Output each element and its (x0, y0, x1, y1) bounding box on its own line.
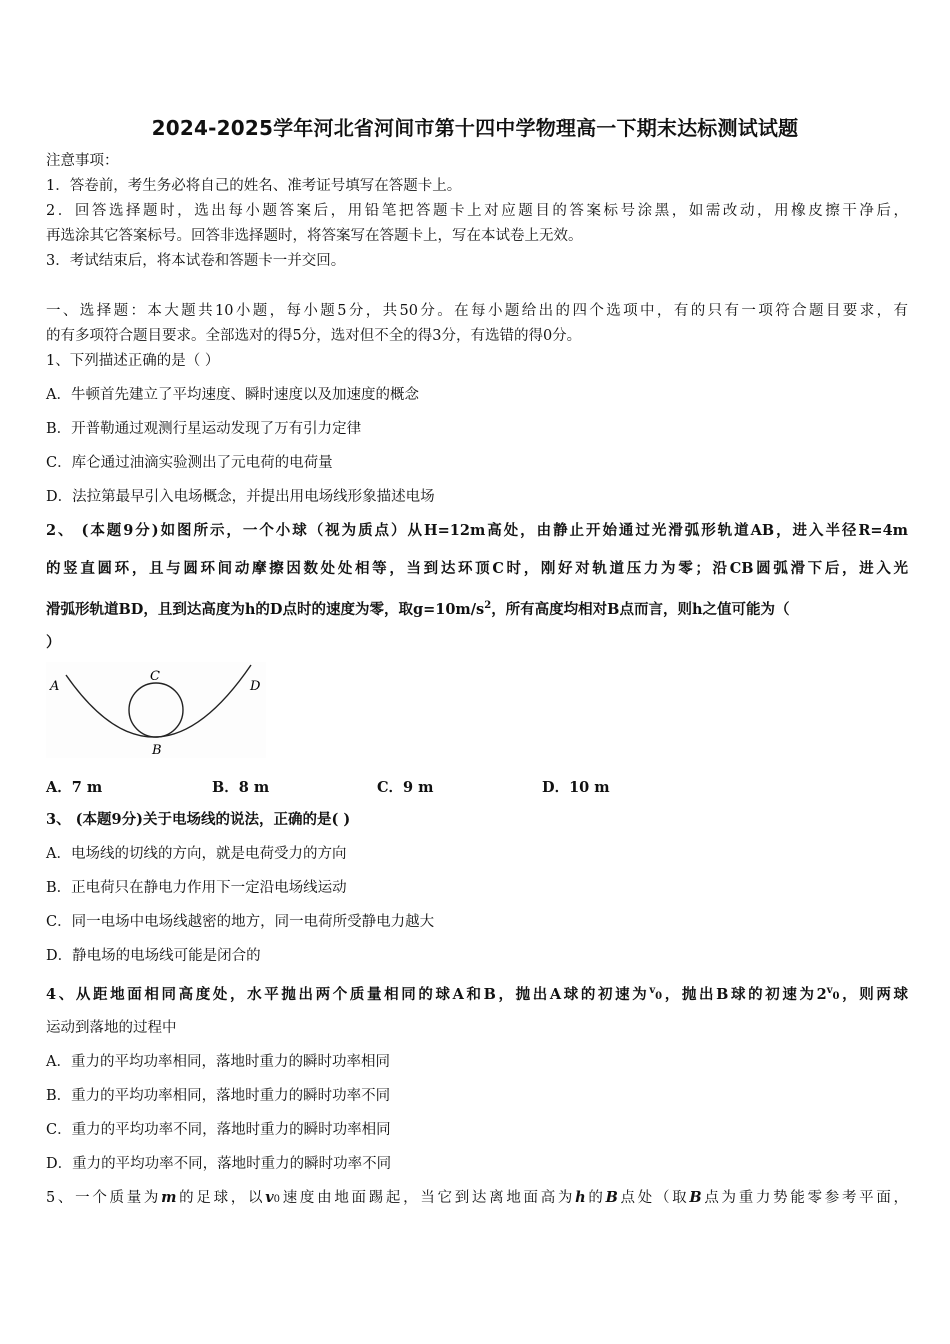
q5-part-2: 的足球，以 (176, 1190, 266, 1206)
q2-option-c: C．9 m (377, 779, 434, 796)
q4-v0-sub-b: 0 (832, 990, 840, 1002)
q3-option-a: A．电场线的切线的方向，就是电荷受力的方向 (46, 846, 347, 862)
q5-part-6: 点为重力势能零参考平面， (701, 1190, 909, 1206)
q2-option-d: D．10 m (542, 779, 610, 796)
label-b: B (152, 743, 162, 758)
notice-heading: 注意事项： (46, 153, 119, 169)
label-d: D (250, 679, 261, 694)
q1-option-d: D．法拉第最早引入电场概念，并提出用电场线形象描述电场 (46, 489, 435, 505)
q3-option-b: B．正电荷只在静电力作用下一定沿电场线运动 (46, 880, 347, 896)
q4-stem-part-3: ，则两球 (839, 985, 908, 1003)
q4-stem-part-1: 4、从距地面相同高度处，水平抛出两个质量相同的球A和B，抛出A球的初速为 (46, 985, 650, 1003)
section-intro-line-1: 一、选择题：本大题共10小题，每小题5分，共50分。在每小题给出的四个选项中，有的只有一项符合题目要求，有 (46, 303, 908, 319)
q2-stem-line-3 (46, 596, 908, 620)
q2-stem-line-1: 2、 (本题9分)如图所示，一个小球（视为质点）从H=12m高处，由静止开始通过光滑弧形轨道AB，进入半径R=4m (46, 522, 908, 539)
q4-v0-sub-a: 0 (655, 990, 663, 1002)
q5-part-1: 5、一个质量为 (46, 1190, 162, 1206)
q5-mass-symbol: m (161, 1189, 177, 1206)
q5-velocity-symbol: v (265, 1189, 274, 1206)
q4-v0-b: v (826, 985, 833, 996)
q3-stem: 3、 (本题9分)关于电场线的说法，正确的是( ) (46, 811, 351, 828)
notice-item-1: 1．答卷前，考生务必将自己的姓名、准考证号填写在答题卡上。 (46, 178, 462, 194)
q2-option-a: A．7 m (46, 779, 103, 796)
notice-item-2-cont: 再选涂其它答案标号。回答非选择题时，将答案写在答题卡上，写在本试卷上无效。 (46, 228, 583, 244)
q1-stem: 1、下列描述正确的是（ ） (46, 353, 220, 369)
q5-velocity-sub: 0 (273, 1194, 281, 1205)
q2-stem-line-3b: ，所有高度均相对B点而言，则h之值可能为（ (491, 600, 790, 618)
exam-title: 2024-2025学年河北省河间市第十四中学物理高一下期末达标测试试题 (151, 116, 799, 140)
q1-option-c: C．库仑通过油滴实验测出了元电荷的电荷量 (46, 455, 333, 471)
q4-stem-part-2: ，抛出B球的初速为2 (662, 985, 827, 1003)
q2-stem-line-3a: 滑弧形轨道BD，且到达高度为h的D点时的速度为零，取g=10m/s (46, 600, 485, 618)
q1-option-b: B．开普勒通过观测行星运动发现了万有引力定律 (46, 421, 362, 437)
q4-option-c: C．重力的平均功率不同，落地时重力的瞬时功率相同 (46, 1122, 391, 1138)
q2-stem-line-2: 的竖直圆环，且与圆环间动摩擦因数处处相等，当到达环顶C时，刚好对轨道压力为零；沿CB圆弧滑下后，进入光 (46, 560, 908, 577)
label-c: C (150, 669, 160, 684)
q4-stem-line-2: 运动到落地的过程中 (46, 1020, 177, 1036)
q5-height-symbol: h (575, 1189, 586, 1206)
q5-point-b-2: B (689, 1189, 702, 1206)
q5-part-4: 的 (585, 1190, 606, 1206)
q5-part-5: 点处（取 (617, 1190, 690, 1206)
q4-option-a: A．重力的平均功率相同，落地时重力的瞬时功率相同 (46, 1054, 390, 1070)
q5-stem-line-1 (46, 1188, 908, 1210)
notice-item-3: 3．考试结束后，将本试卷和答题卡一并交回。 (46, 253, 346, 269)
label-a: A (50, 679, 60, 694)
notice-item-2: 2．回答选择题时，选出每小题答案后，用铅笔把答题卡上对应题目的答案标号涂黑，如需改动，用橡皮擦干净后， (46, 203, 908, 219)
q3-option-d: D．静电场的电场线可能是闭合的 (46, 948, 261, 964)
q2-stem-line-4: ） (46, 634, 61, 651)
q2-superscript: 2 (484, 600, 492, 611)
q2-track-figure (46, 662, 266, 758)
q5-part-3: 速度由地面踢起，当它到达离地面高为 (280, 1190, 576, 1206)
q3-option-c: C．同一电场中电场线越密的地方，同一电荷所受静电力越大 (46, 914, 435, 930)
section-intro-line-2: 的有多项符合题目要求。全部选对的得5分，选对但不全的得3分，有选错的得0分。 (46, 328, 582, 344)
q2-option-b: B．8 m (212, 779, 270, 796)
q4-stem-line-1 (46, 981, 908, 1007)
q4-v0-a: v (649, 985, 656, 996)
q4-option-d: D．重力的平均功率不同，落地时重力的瞬时功率不同 (46, 1156, 392, 1172)
q4-option-b: B．重力的平均功率相同，落地时重力的瞬时功率不同 (46, 1088, 391, 1104)
q5-point-b-1: B (605, 1189, 618, 1206)
q1-option-a: A．牛顿首先建立了平均速度、瞬时速度以及加速度的概念 (46, 387, 419, 403)
